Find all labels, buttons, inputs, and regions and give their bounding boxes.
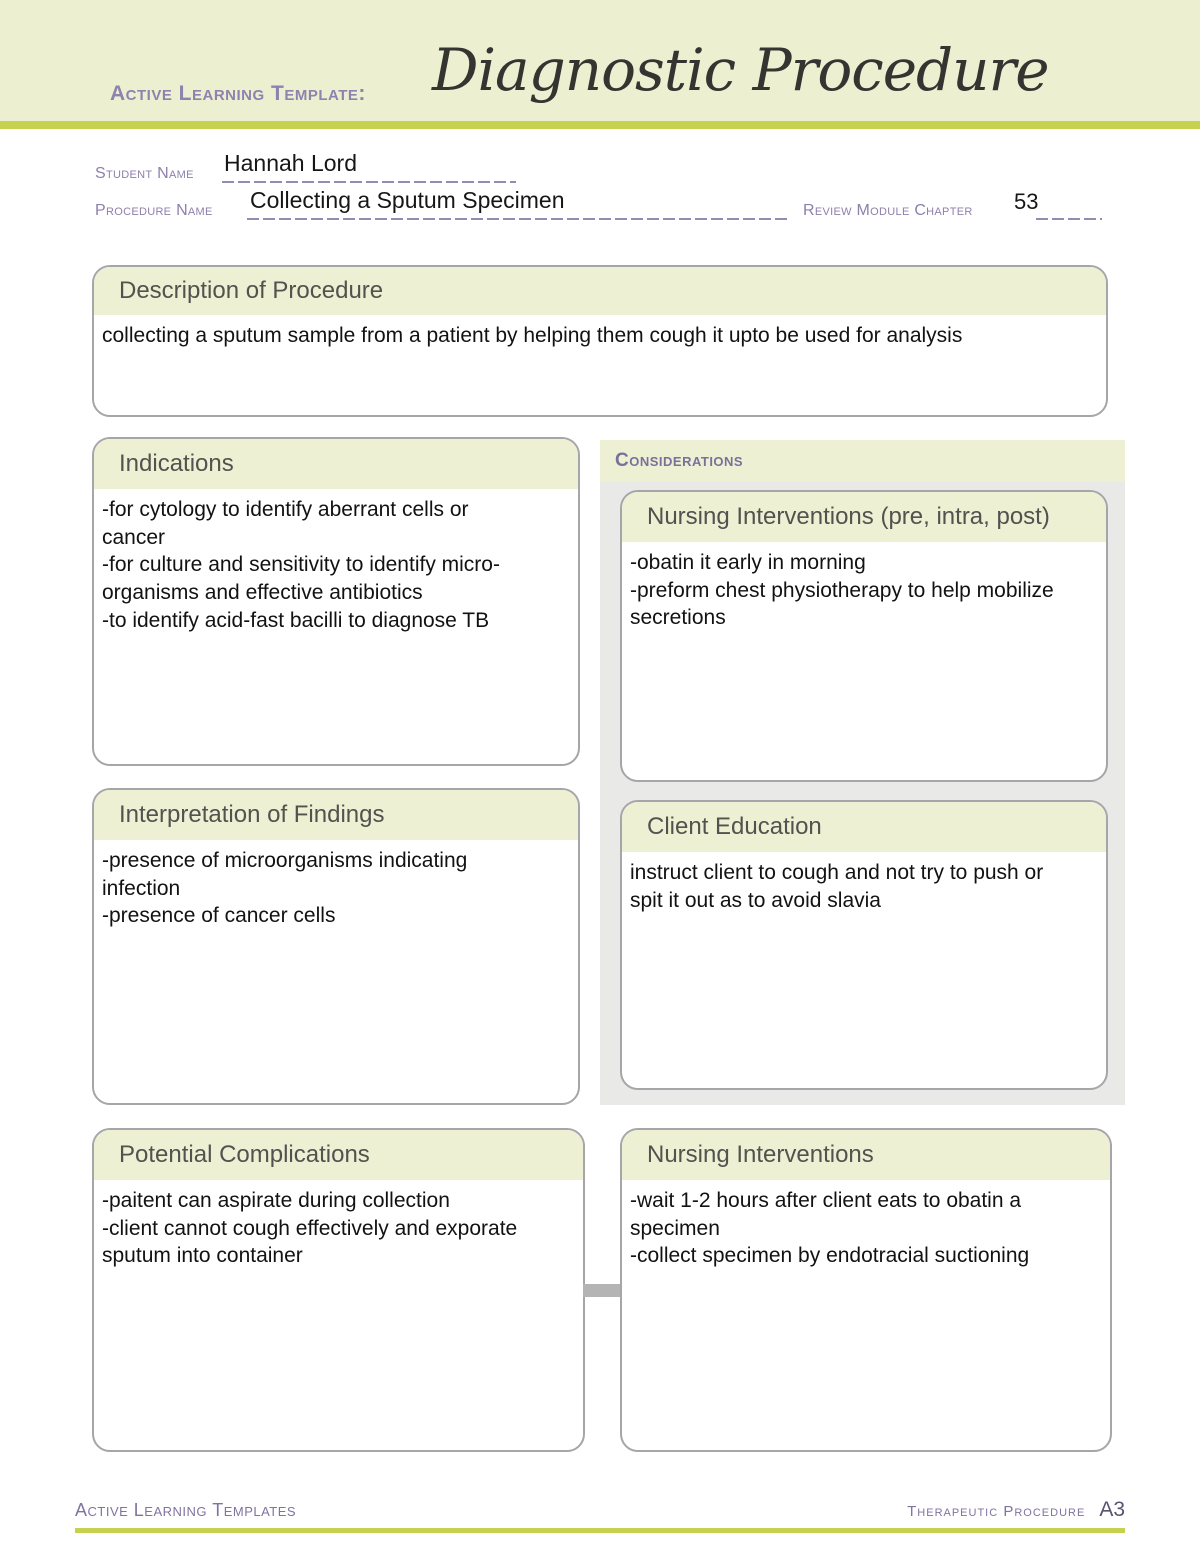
potential-complications-header (94, 1130, 583, 1180)
procedure-name-line (247, 218, 790, 220)
potential-complications-box (92, 1128, 585, 1452)
footer-divider-bar (75, 1528, 1125, 1533)
footer-templates-label: Active Learning Templates (75, 1500, 297, 1520)
client-education-header (622, 802, 1106, 852)
client-education-title: Client Education (647, 813, 822, 840)
review-module-chapter-line (1036, 218, 1102, 220)
footer-page-number: A3 (1099, 1498, 1125, 1521)
box-connector-bar (583, 1284, 622, 1297)
interpretation-of-findings-text[interactable]: -presence of microorganisms indicating infection -presence of cancer cells (102, 849, 468, 928)
description-of-procedure-text[interactable]: collecting a sputum sample from a patient by helping them cough it upto be used for analysis (102, 324, 963, 347)
interpretation-of-findings-title: Interpretation of Findings (119, 801, 385, 828)
considerations-label: Considerations (615, 450, 744, 471)
nursing-interventions-considerations-box (620, 490, 1108, 782)
page-title: Diagnostic Procedure (432, 36, 1049, 104)
nursing-interventions-considerations-title: Nursing Interventions (pre, intra, post) (647, 503, 1050, 530)
client-education-box (620, 800, 1108, 1090)
procedure-name-field[interactable]: Collecting a Sputum Specimen (250, 187, 565, 213)
review-module-chapter-field[interactable]: 53 (1014, 189, 1039, 214)
header-band (0, 0, 1200, 121)
template-type-label: Active Learning Template: (110, 82, 366, 105)
review-module-chapter-label: Review Module Chapter (803, 202, 973, 219)
header-divider-bar (0, 121, 1200, 129)
description-of-procedure-header (94, 267, 1106, 315)
description-of-procedure-box (92, 265, 1108, 417)
procedure-name-label: Procedure Name (95, 202, 213, 219)
interpretation-of-findings-header (94, 790, 578, 840)
potential-complications-title: Potential Complications (119, 1141, 370, 1168)
student-name-label: Student Name (95, 165, 194, 182)
student-name-field[interactable]: Hannah Lord (224, 150, 357, 176)
potential-complications-text[interactable]: -paitent can aspirate during collection -client cannot cough effectively and exporate sputum into container (102, 1189, 518, 1268)
indications-box (92, 437, 580, 766)
indications-text[interactable]: -for cytology to identify aberrant cells or cancer -for culture and sensitivity to identify micro- organisms and effective antibiotics -to identify acid-fast bacilli to diagnose TB (102, 498, 500, 632)
footer-right-group (907, 1498, 1125, 1522)
nursing-interventions-bottom-box (620, 1128, 1112, 1452)
client-education-text[interactable]: instruct client to cough and not try to push or spit it out as to avoid slavia (630, 861, 1044, 912)
indications-header (94, 439, 578, 489)
nursing-interventions-bottom-header (622, 1130, 1110, 1180)
indications-title: Indications (119, 450, 234, 477)
footer-category-label: Therapeutic Procedure (907, 1503, 1086, 1520)
description-of-procedure-title: Description of Procedure (119, 277, 384, 304)
nursing-interventions-considerations-header (622, 492, 1106, 542)
student-name-line (222, 181, 516, 183)
interpretation-of-findings-box (92, 788, 580, 1105)
nursing-interventions-bottom-text[interactable]: -wait 1-2 hours after client eats to obatin a specimen -collect specimen by endotracial suctioning (630, 1189, 1030, 1268)
considerations-header (600, 440, 1125, 482)
nursing-interventions-considerations-text[interactable]: -obatin it early in morning -preform chest physiotherapy to help mobilize secretions (630, 551, 1054, 630)
nursing-interventions-bottom-title: Nursing Interventions (647, 1141, 874, 1168)
